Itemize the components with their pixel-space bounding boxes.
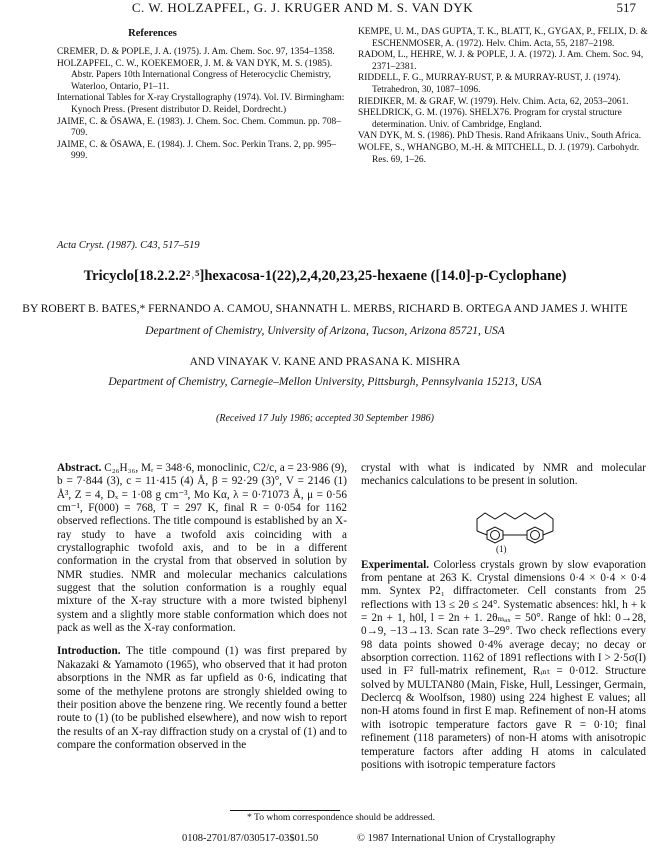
experimental-label: Experimental. — [361, 558, 430, 571]
aromatic-circle-left — [491, 531, 500, 540]
page-number: 517 — [616, 0, 636, 15]
experimental-text: Colorless crystals grown by slow evaporation from pentane at 263 K. Crystal dimensions 0·4 × 0·4 × 0·4 mm. Syntex P2₁ diffractometer. Cell constants from 25 reflections with 13 ≤ 2θ ≤ 24°. Systematic absences: hkl, h + k = 2n + 1, h0l, l = 2n + 1. 2θₘₐₓ = 50°. Range of hkl: 0→28, 0→9, −13→13. Scan rate 3–29°. Two check reflections every 98 data points showed 0·4% average decay; no decay or absorption correction. 1162 of 1891 reflections with I > 2·5σ(I) used in F² full-matrix refinement, Rᵢₙₜ = 0·012. Structure solved by MULTAN80 (Main, Fiske, Hull, Lessinger, Germain, Declercq & Woolfson, 1980) using 224 highest E values; all non-H atoms found in first E map. Refinement of non-H atoms with isotropic temperature factors gave R = 0·10; final refinement (118 parameters) of non-H atoms with anisotropic temperature factors after adding H atoms in calculated positions with isotropic temperature factors — [361, 558, 647, 771]
continuation-paragraph: crystal with what is indicated by NMR and molecular mechanics calculations to be present in solution. — [361, 462, 646, 488]
reference-item: WOLFE, S., WHANGBO, M.-H. & MITCHELL, D. J. (1979). Carbohydr. Res. 69, 1–26. — [358, 142, 640, 165]
reference-item: HOLZAPFEL, C. W., KOEKEMOER, J. M. & VAN DYK, M. S. (1985). Abstr. Papers 10th International Congress of Heterocyclic Chemistry, Waterloo, Ontario, P1–11. — [57, 58, 333, 92]
article-title: Tricyclo[18.2.2.2²˒⁵]hexacosa-1(22),2,4,20,23,25-hexaene ([14.0]-p-Cyclophane) — [83, 268, 567, 284]
reference-item: International Tables for X-ray Crystallography (1974). Vol. IV. Birmingham: Kynoch Press. (Present distributor D. Reidel, Dordrecht.) — [57, 93, 345, 115]
author-byline-second: AND VINAYAK V. KANE AND PRASANA K. MISHRA — [189, 356, 461, 368]
article-code: 0108-2701/87/030517-03$01.50 — [182, 833, 319, 844]
figure-label: (1) — [496, 544, 507, 554]
benzene-ring-left — [487, 527, 503, 543]
copyright-notice: © 1987 International Union of Crystallography — [357, 833, 556, 844]
affiliation-carnegie-mellon: Department of Chemistry, Carnegie–Mellon University, Pittsburgh, Pennsylvania 15213, USA — [108, 376, 542, 388]
aromatic-circle-right — [531, 531, 540, 540]
footnote-rule — [230, 810, 340, 811]
introduction-text: The title compound (1) was first prepared by Nakazaki & Yamamoto (1965), who observed that it had proton absorptions in the NMR as far upfield as 0·6, indicating that some of the methylene protons are strongly shielded owing to their position above the benzene ring. We recently found a better route to (1) (to be published elsewhere), and now wish to report the results of an X-ray diffraction study on a crystal of (1) and to compare the conformation observed in the — [57, 645, 347, 751]
reference-item: VAN DYK, M. S. (1986). PhD Thesis. Rand Afrikaans Univ., South Africa. — [358, 131, 642, 142]
references-right-column — [358, 27, 648, 166]
abstract-label: Abstract. — [57, 462, 102, 474]
author-byline: BY ROBERT B. BATES,* FERNANDO A. CAMOU, SHANNATH L. MERBS, RICHARD B. ORTEGA AND JAMES J. WHITE — [22, 303, 628, 315]
reference-item: SHELDRICK, G. M. (1976). SHELX76. Program for crystal structure determination. Univ. of Cambridge, England. — [358, 108, 622, 130]
ring-link-right — [543, 531, 553, 535]
experimental-paragraph — [361, 559, 646, 773]
cyclophane-structure-figure — [455, 505, 575, 553]
reference-item: JAIME, C. & ŌSAWA, E. (1983). J. Chem. Soc. Chem. Commun. pp. 708–709. — [57, 116, 341, 139]
introduction-label: Introduction. — [57, 645, 121, 658]
reference-item: KEMPE, U. M., DAS GUPTA, T. K., BLATT, K., GYGAX, P., FELIX, D. & ESCHENMOSER, A. (1972). Helv. Chim. Acta, 55, 2187–2198. — [358, 27, 648, 49]
affiliation-arizona: Department of Chemistry, University of Arizona, Tucson, Arizona 85721, USA — [145, 325, 505, 337]
journal-reference: Acta Cryst. (1987). C43, 517–519 — [57, 240, 200, 251]
introduction-paragraph — [57, 645, 347, 752]
abstract-paragraph — [57, 462, 347, 635]
reference-item: RIEDIKER, M. & GRAF, W. (1979). Helv. Chim. Acta, 62, 2053–2061. — [358, 96, 629, 107]
abstract-text: C₂₆H₃₆, Mᵣ = 348·6, monoclinic, C2/c, a = 23·986 (9), b = 7·844 (3), c = 11·415 (4) Å, β = 92·29 (3)°, V = 2146 (1) Å³, Z = 4, Dₓ = 1·08 g cm⁻³, Mo Kα, λ = 0·71073 Å, μ = 0·56 cm⁻¹, F(000) = 768, T = 297 K, final R = 0·054 for 1162 observed reflections. The title compound is established by an X-ray study to have a twofold axis coinciding with a crystallographic twofold axis, and to be in a different conformation in the crystal from that observed in solution by NMR studies. NMR and molecular mechanics calculations suggest that the solution conformation is a roughly equal mixture of the X-ray structure with a more twisted biphenyl system and a slightly more stable conformation which does not pack as well as the X-ray conformation. — [57, 462, 348, 635]
received-dates: (Received 17 July 1986; accepted 30 September 1986) — [216, 413, 434, 424]
reference-item: JAIME, C. & ŌSAWA, E. (1984). J. Chem. Soc. Perkin Trans. 2, pp. 995–999. — [57, 139, 336, 162]
references-heading: References — [128, 28, 177, 39]
left-text-column — [57, 462, 347, 752]
reference-item: CREMER, D. & POPLE, J. A. (1975). J. Am. Chem. Soc. 97, 1354–1358. — [57, 47, 335, 57]
benzene-ring-right — [527, 527, 543, 543]
ring-link-left — [477, 531, 487, 535]
footnote: * To whom correspondence should be addressed. — [247, 812, 436, 823]
reference-item: RIDDELL, F. G., MURRAY-RUST, P. & MURRAY-RUST, J. (1974). Tetrahedron, 30, 1087–1096. — [358, 73, 621, 95]
references-left-column — [57, 47, 347, 163]
alkyl-chain-bridge — [477, 513, 553, 531]
running-header-authors: C. W. HOLZAPFEL, G. J. KRUGER AND M. S. VAN DYK — [131, 0, 474, 15]
reference-item: RADOM, L., HEHRE, W. J. & POPLE, J. A. (1972). J. Am. Chem. Soc. 94, 2371–2381. — [358, 50, 644, 72]
